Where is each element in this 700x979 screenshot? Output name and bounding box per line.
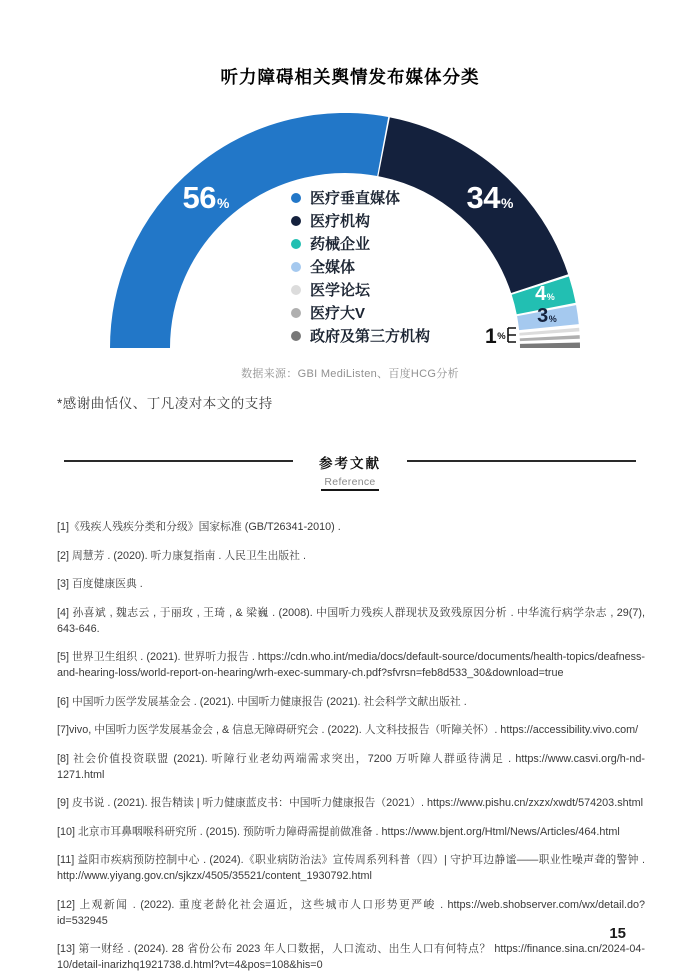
segment-value: 1 — [485, 325, 497, 348]
legend-dot-icon — [291, 262, 301, 272]
references-header — [64, 452, 636, 491]
reference-item-2: [2] 周慧芳 . (2020). 听力康复指南 . 人民卫生出版社 . — [57, 549, 306, 562]
legend-label: 医疗机构 — [310, 213, 371, 230]
legend-dot-icon — [291, 331, 301, 341]
chart-legend — [291, 186, 430, 347]
reference-item-3: [3] 百度健康医典 . — [57, 578, 143, 590]
legend-label: 药械企业 — [310, 236, 371, 253]
legend-dot-icon — [291, 216, 301, 226]
legend-item-2 — [291, 232, 430, 255]
reference-item-4: [4] 孙喜斌 , 魏志云 , 于丽玫 , 王琦 , & 梁巍 . (2008). 中国听力残疾人群现状及致残原因分析 . 中华流行病学杂志 , 29(7), 643-646. — [57, 606, 645, 635]
legend-dot-icon — [291, 239, 301, 249]
reference-item-5: [5] 世界卫生组织 . (2021). 世界听力报告 . https://cdn.who.int/media/docs/default-source/documents/health-topics/deafness-and-hearing-loss/world-report-on-hearing/wrh-exec-summary-ch.pdf?sfvrsn=feb8d533_30&download=true — [57, 651, 645, 679]
percent-sign: % — [546, 292, 555, 302]
references-section — [0, 452, 700, 979]
legend-item-3 — [291, 255, 430, 278]
segment-label-medical-vertical-media — [170, 182, 242, 213]
segment-value: 56 — [182, 180, 217, 215]
brace-icon — [507, 326, 516, 347]
reference-item-12: [12] 上观新闻 . (2022). 重度老龄化社会逼近，这些城市人口形势更严峻 . https://web.shobserver.com/wx/detail.do?id=532945 — [57, 898, 645, 927]
reference-item-7: [7]vivo, 中国听力医学发展基金会 , & 信息无障碍研究会 . (2022). 人文科技报告（听障关怀）. https://accessibility.vivo.com/ — [57, 724, 639, 736]
acknowledgment-note: *感谢曲恬仪、丁凡凌对本文的支持 — [57, 396, 273, 411]
legend-item-4 — [291, 278, 430, 301]
legend-item-5 — [291, 301, 430, 324]
legend-item-6 — [291, 324, 430, 347]
segment-value: 34 — [466, 180, 501, 215]
reference-item-9: [9] 皮书说 . (2021). 报告精读 | 听力健康蓝皮书：中国听力健康报告（2021）. https://www.pishu.cn/zxzx/xwdt/574203.shtml — [57, 797, 643, 809]
percent-sign: % — [548, 314, 557, 324]
references-title: 参考文献 — [319, 456, 381, 471]
reference-item-10: [10] 北京市耳鼻咽喉科研究所 . (2015). 预防听力障碍需提前做准备 . https://www.bjent.org/Html/News/Articles/464.html — [57, 825, 620, 838]
reference-item-1: [1]《残疾人残疾分类和分级》国家标准 (GB/T26341-2010) . — [57, 521, 341, 533]
reference-item-6: [6] 中国听力医学发展基金会 . (2021). 中国听力健康报告 (2021). 社会科学文献出版社 . — [57, 695, 467, 708]
divider-line-right — [407, 460, 636, 462]
reference-list — [57, 519, 645, 973]
segment-value: 3 — [537, 305, 548, 327]
legend-dot-icon — [291, 193, 301, 203]
percent-sign: % — [217, 195, 230, 211]
reference-item-8: [8] 社会价值投资联盟 (2021). 听障行业老幼两端需求突出，7200 万听障人群亟待满足 . https://www.casvi.org/h-nd-1271.html — [57, 752, 645, 781]
legend-item-0 — [291, 186, 430, 209]
legend-dot-icon — [291, 285, 301, 295]
legend-label: 医学论坛 — [310, 282, 371, 299]
segment-label-all-media — [518, 306, 576, 326]
legend-label: 全媒体 — [310, 259, 356, 276]
percent-sign: % — [501, 195, 514, 211]
segment-value: 4 — [535, 283, 546, 305]
page-number: 15 — [609, 925, 626, 942]
references-subtitle: Reference — [321, 476, 378, 491]
legend-dot-icon — [291, 308, 301, 318]
segment-label-pharma-device-companies — [516, 284, 574, 304]
legend-label: 政府及第三方机构 — [310, 328, 431, 345]
reference-item-11: [11] 益阳市疾病预防控制中心 . (2024).《职业病防治法》宣传周系列科普（四）| 守护耳边静谧——职业性噪声聋的警钟 . http://www.yiyang.gov.cn/sjkzx/4505/35521/content_1930792.html — [57, 854, 645, 882]
references-titles — [293, 452, 407, 491]
reference-item-13: [13] 第一财经 . (2024). 28 省份公布 2023 年人口数据，人口流动、出生人口有何特点？ https://finance.sina.cn/2024-04-10/detail-inarizhq1921738.d.html?vt=4&pos=108&his=0 — [57, 943, 645, 971]
divider-line-left — [64, 460, 293, 462]
percent-sign: % — [497, 330, 506, 342]
legend-label: 医疗大V — [310, 305, 366, 322]
chart-source: 数据来源：GBI MediListen、百度HCG分析 — [241, 368, 459, 380]
segment-label-small-segments — [485, 326, 516, 347]
chart-title: 听力障碍相关舆情发布媒体分类 — [220, 67, 480, 87]
legend-item-1 — [291, 209, 430, 232]
legend-label: 医疗垂直媒体 — [310, 190, 401, 207]
segment-label-medical-institutions — [454, 182, 526, 213]
